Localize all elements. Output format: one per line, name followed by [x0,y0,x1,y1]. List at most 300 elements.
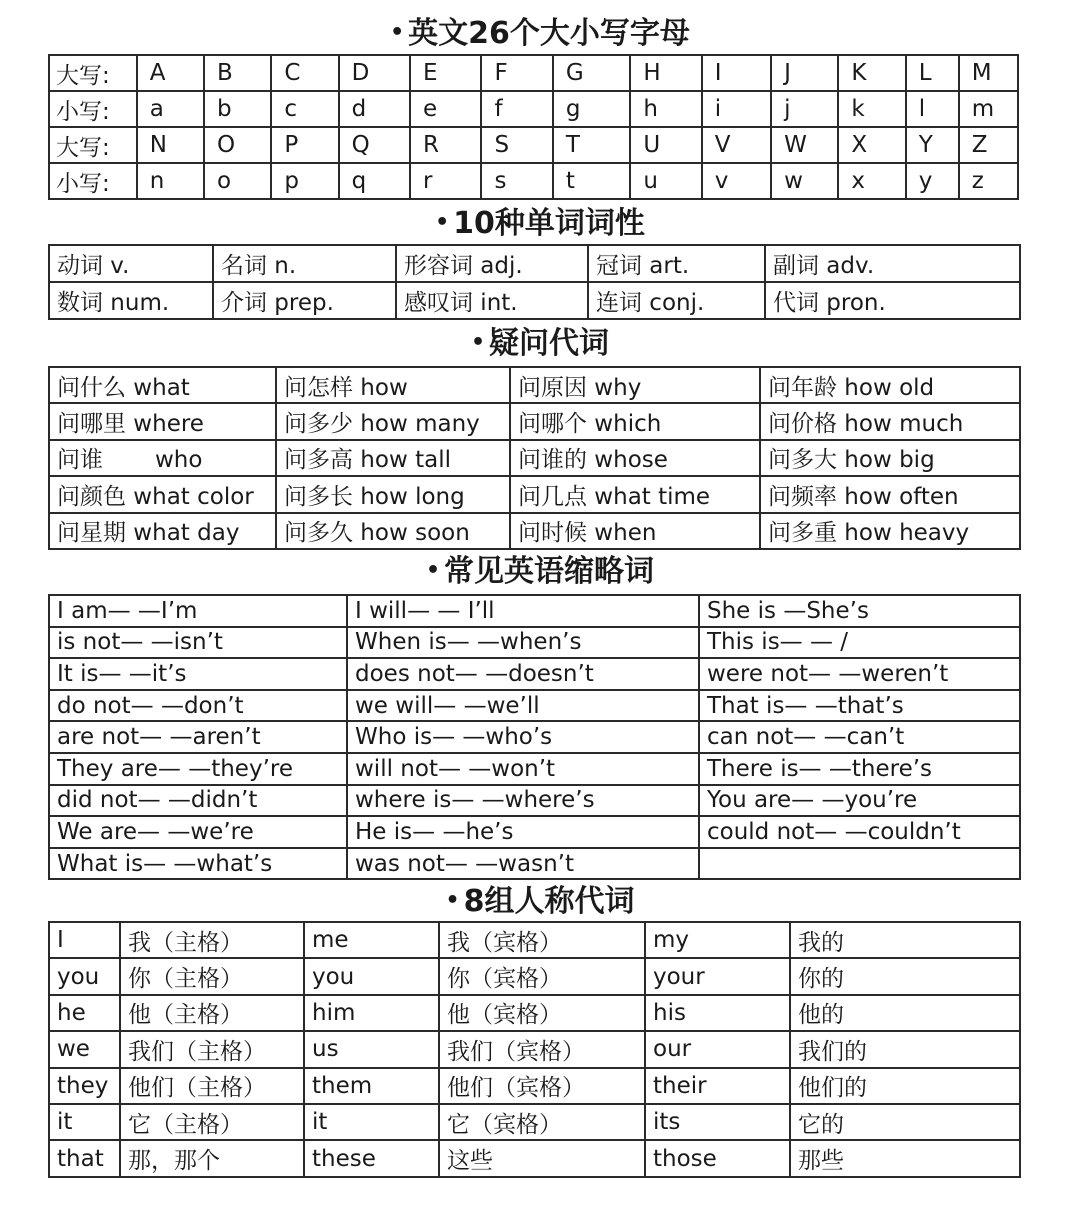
table-cell [120,1104,304,1140]
table-cell [959,163,1018,199]
table-cell [510,476,760,512]
table-cell [439,1068,645,1104]
table-cell [510,513,760,549]
table-cell [204,91,271,127]
cell-text: 问价格 how much [768,411,964,438]
table-cell [49,440,276,476]
question-words-table [48,366,1021,550]
cell-text: 小写: [56,170,110,197]
cell-text: z [971,168,984,194]
table-cell [339,127,410,163]
cell-text: 它（主格） [128,1111,243,1138]
cell-text: r [423,168,433,194]
table-cell [702,55,771,91]
table-row [49,816,1020,848]
cell-text: 我们的 [798,1038,867,1065]
cell-text: K [851,60,867,86]
table-cell [790,1104,1020,1140]
table-cell [347,816,699,848]
cell-text: 他们（主格） [128,1075,266,1102]
cell-text: Who is— —who’s [355,724,553,751]
cell-text: us [312,1036,339,1063]
cell-text: You are— —you’re [707,787,918,814]
table-cell [49,785,347,817]
cell-text: 你的 [798,966,844,993]
table-cell [304,958,439,994]
cell-text: 问几点 what time [518,483,711,510]
table-row [49,658,1020,690]
table-row [49,513,1020,549]
cell-text: 冠词 art. [596,253,690,279]
cell-text: e [423,96,438,122]
table-cell [645,922,790,958]
table-row [49,55,1018,91]
table-cell [304,1031,439,1067]
table-row [49,958,1020,994]
cell-text: 副词 adv. [773,253,875,279]
table-cell [510,403,760,439]
table-cell [276,476,510,512]
cell-text: G [565,60,584,86]
table-cell [276,403,510,439]
table-cell [49,55,137,91]
table-cell [204,55,271,91]
table-cell [410,91,481,127]
table-cell [702,91,771,127]
table-cell [771,163,838,199]
table-cell [630,91,701,127]
table-cell [120,1031,304,1067]
table-cell [49,1031,120,1067]
table-cell [481,55,552,91]
table-cell [204,127,271,163]
cell-text: w [784,168,803,194]
table-cell [645,1031,790,1067]
table-cell [630,55,701,91]
cell-text: do not— —don’t [57,692,244,719]
table-cell [347,658,699,690]
table-cell [645,1068,790,1104]
cell-text: 问多重 how heavy [768,520,970,547]
cell-text: d [351,96,367,122]
cell-text: 我们（主格） [128,1038,266,1065]
cell-text: J [784,60,791,86]
table-cell [410,163,481,199]
table-cell [699,753,1020,785]
table-cell [304,1140,439,1176]
table-cell [699,785,1020,817]
table-cell [120,1140,304,1176]
cell-text: 我（主格） [128,929,243,956]
cell-text: 连词 conj. [596,290,705,316]
table-cell [271,91,338,127]
cell-text: will not— —won’t [355,755,556,782]
table-cell [906,163,959,199]
cell-text: 介词 prep. [221,290,334,316]
table-cell [304,1068,439,1104]
table-cell [49,595,347,627]
cell-text: your [653,963,705,990]
cell-text: it [57,1109,73,1136]
cell-text: L [918,60,932,86]
table-cell [347,848,699,880]
table-cell [304,995,439,1031]
cell-text: them [312,1072,373,1099]
cell-text: X [851,132,868,158]
table-row [49,403,1020,439]
cell-text: 问谁 [57,447,103,474]
table-cell [304,1104,439,1140]
cell-text: 代词 pron. [773,290,886,316]
table-cell [396,282,588,319]
cell-text: 他们的 [798,1075,867,1102]
table-row [49,127,1018,163]
cell-text: l [918,96,926,122]
cell-text: 他（宾格） [447,1002,562,1029]
cell-text: we will— —we’ll [355,692,540,719]
alphabet-title: • 英文26个大小写字母 [390,16,690,51]
cell-text: x [851,168,866,194]
table-cell [790,1031,1020,1067]
table-row [49,163,1018,199]
cell-text: 它（宾格） [447,1111,562,1138]
cell-text: k [851,96,865,122]
cell-text: V [714,132,731,158]
table-cell [49,816,347,848]
table-cell [906,127,959,163]
table-row [49,721,1020,753]
table-cell [396,245,588,282]
table-cell [699,690,1020,722]
table-row [49,91,1018,127]
table-cell [347,627,699,659]
cell-text: S [494,132,510,158]
table-cell [838,55,905,91]
table-cell [553,163,631,199]
table-cell [410,55,481,91]
table-cell [439,1140,645,1176]
cell-text: E [423,60,438,86]
cell-text: This is— — / [707,629,849,656]
cell-text: D [351,60,370,86]
cell-text: 动词 v. [57,253,130,279]
table-cell [213,282,396,319]
table-row [49,785,1020,817]
cell-text: you [57,963,100,990]
cell-text: That is— —that’s [707,692,904,719]
table-cell [702,163,771,199]
cell-text: 问多高 how tall [284,447,451,474]
table-cell [760,440,1020,476]
table-cell [137,163,204,199]
cell-text: 问多大 how big [768,447,935,474]
cell-text: There is— —there’s [707,755,933,782]
cell-text: him [312,999,356,1026]
table-row [49,440,1020,476]
cell-text: 他们（宾格） [447,1075,585,1102]
cell-text: 感叹词 int. [404,290,518,316]
cell-text: v [714,168,729,194]
table-row [49,1104,1020,1140]
table-cell [765,245,1020,282]
cell-text: P [284,132,299,158]
table-cell [120,1068,304,1104]
table-cell [760,403,1020,439]
table-cell [49,958,120,994]
cell-text: W [784,132,807,158]
table-cell [49,922,120,958]
table-cell [120,995,304,1031]
table-cell [439,1031,645,1067]
cell-text: 问怎样 how [284,374,408,401]
cell-text: 问频率 how often [768,483,959,510]
table-cell [49,513,276,549]
table-cell [276,513,510,549]
table-cell [347,690,699,722]
cell-text: 我（宾格） [447,929,562,956]
cell-text: their [653,1072,707,1099]
cell-text: s [494,168,507,194]
cell-text: 名词 n. [221,253,297,279]
table-row [49,848,1020,880]
table-cell [588,282,765,319]
cell-text: 大写: [56,62,110,89]
table-cell [49,367,276,403]
cell-text: y [918,168,933,194]
cell-text: t [565,168,575,194]
cell-text: was not— —wasn’t [355,850,574,877]
table-cell [771,55,838,91]
table-cell [49,721,347,753]
table-cell [481,127,552,163]
cell-text: p [284,168,299,194]
table-cell [699,848,1020,880]
table-row [49,282,1020,319]
cell-text: 这些 [447,1148,493,1175]
cell-text: C [284,60,301,86]
cell-text: Y [918,132,933,158]
cell-text: 他（主格） [128,1002,243,1029]
table-cell [760,476,1020,512]
cell-text: They are— —they’re [57,755,293,782]
table-cell [204,163,271,199]
cell-text: are not— —aren’t [57,724,261,751]
cell-text: Z [971,132,988,158]
cell-text: 大写: [56,134,110,161]
table-cell [271,55,338,91]
table-cell [49,245,213,282]
cell-text: it [312,1109,328,1136]
table-cell [959,91,1018,127]
cell-text: 问时候 when [518,520,657,547]
table-cell [771,91,838,127]
cell-text: U [643,132,661,158]
cell-text: i [714,96,722,122]
table-cell [49,476,276,512]
cell-text: 问年龄 how old [768,374,935,401]
cell-text: these [312,1145,376,1172]
cell-text: 它的 [798,1111,844,1138]
table-row [49,245,1020,282]
table-row [49,1140,1020,1176]
table-cell [510,367,760,403]
cell-text: It is— —it’s [57,660,187,687]
table-row [49,1068,1020,1104]
cell-text: can not— —can’t [707,724,905,751]
cell-text: you [312,963,355,990]
cell-text: 问颜色 what color [57,483,254,510]
cell-text: N [149,132,167,158]
cell-text: they [57,1072,109,1099]
table-cell [49,658,347,690]
parts-of-speech-table [48,244,1021,320]
cell-text: 我的 [798,929,844,956]
table-cell [410,127,481,163]
table-cell [49,1104,120,1140]
table-cell [760,367,1020,403]
table-cell [645,995,790,1031]
table-cell [347,785,699,817]
cell-text: 问多长 how long [284,483,465,510]
contractions-table [48,594,1021,880]
table-cell [790,958,1020,994]
cell-text: c [284,96,297,122]
table-cell [790,1140,1020,1176]
cell-text: 那，那个 [128,1148,220,1175]
table-cell [481,163,552,199]
cell-text: 问哪个 which [518,411,662,438]
cell-text: n [149,168,165,194]
cell-text: 问多久 how soon [284,520,470,547]
table-cell [838,127,905,163]
table-cell [630,127,701,163]
table-cell [276,440,510,476]
table-cell [137,127,204,163]
cell-text: g [565,96,581,122]
table-cell [838,91,905,127]
table-cell [49,627,347,659]
table-cell [906,55,959,91]
cell-text: 问谁的 whose [518,447,668,474]
table-cell [439,995,645,1031]
table-row [49,690,1020,722]
cell-text: that [57,1145,104,1172]
table-cell [588,245,765,282]
contractions-title: • 常见英语缩略词 [425,554,655,589]
table-row [49,367,1020,403]
cell-text: could not— —couldn’t [707,818,961,845]
table-cell [838,163,905,199]
table-cell [699,658,1020,690]
table-cell [553,55,631,91]
cell-text: 那些 [798,1148,844,1175]
table-cell [959,127,1018,163]
cell-text: 数词 num. [57,290,170,316]
table-cell [49,1068,120,1104]
table-cell [347,753,699,785]
table-cell [49,753,347,785]
table-cell [49,163,137,199]
cell-text: I [714,60,722,86]
table-cell [481,91,552,127]
cell-text: B [217,60,233,86]
table-row [49,595,1020,627]
cell-text: T [565,132,580,158]
cell-text: my [653,927,690,954]
parts-of-speech-title: • 10种单词词性 [435,206,645,241]
table-cell [760,513,1020,549]
cell-text: 他的 [798,1002,844,1029]
table-cell [959,55,1018,91]
table-cell [630,163,701,199]
cell-text: h [643,96,658,122]
cell-text: u [643,168,658,194]
table-cell [339,91,410,127]
table-cell [645,958,790,994]
cell-text: 你（宾格） [447,966,562,993]
who-word: who [155,447,203,474]
cell-text: those [653,1145,717,1172]
cell-text: What is— —what’s [57,850,273,877]
pronouns-table [48,921,1021,1178]
table-cell [339,55,410,91]
table-cell [137,55,204,91]
cell-text: 问星期 what day [57,520,240,547]
table-row [49,753,1020,785]
table-cell [347,595,699,627]
cell-text: O [217,132,236,158]
table-cell [49,848,347,880]
table-cell [49,995,120,1031]
table-row [49,1031,1020,1067]
table-row [49,627,1020,659]
table-cell [213,245,396,282]
table-cell [771,127,838,163]
cell-text: She is —She’s [707,597,869,624]
table-row [49,995,1020,1031]
cell-text: m [971,96,995,122]
table-cell [790,922,1020,958]
cell-text: 问什么 what [57,374,190,401]
cell-text: When is— —when’s [355,629,582,656]
table-cell [49,690,347,722]
table-cell [347,721,699,753]
table-cell [49,403,276,439]
cell-text: me [312,927,349,954]
table-cell [271,163,338,199]
table-cell [510,440,760,476]
cell-text: we [57,1036,90,1063]
cell-text: H [643,60,661,86]
table-cell [699,595,1020,627]
cell-text: a [149,96,164,122]
table-cell [439,1104,645,1140]
cell-text: I [57,927,64,954]
table-cell [439,958,645,994]
cell-text: I am— —I’m [57,597,198,624]
table-cell [120,922,304,958]
cell-text: o [217,168,232,194]
table-cell [339,163,410,199]
cell-text: our [653,1036,692,1063]
table-cell [276,367,510,403]
cell-text: I will— — I’ll [355,597,495,624]
table-cell [906,91,959,127]
cell-text: 你（主格） [128,966,243,993]
cell-text: he [57,999,86,1026]
cell-text: were not— —weren’t [707,660,949,687]
table-row [49,476,1020,512]
